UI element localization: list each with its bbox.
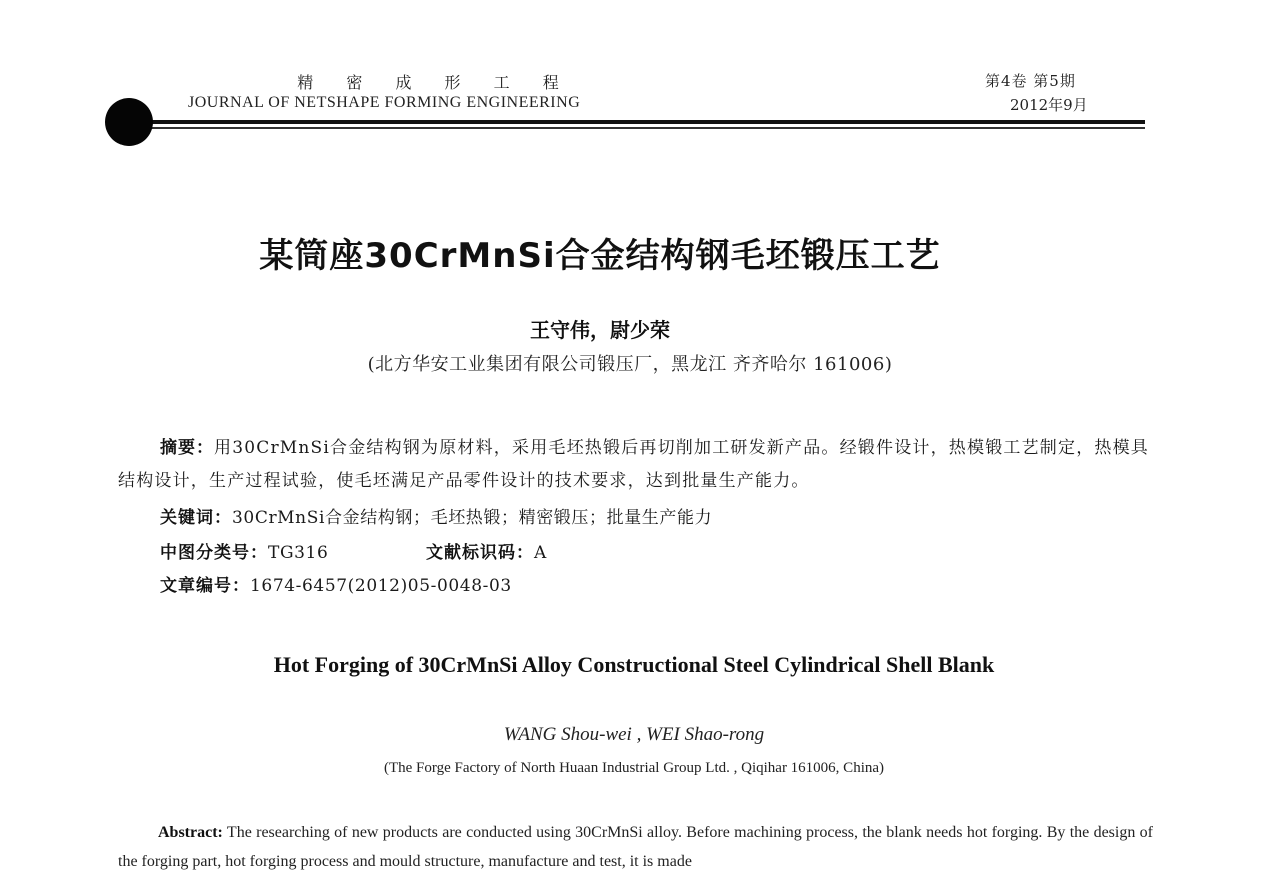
journal-name-en: JOURNAL OF NETSHAPE FORMING ENGINEERING (188, 94, 581, 111)
classification-label: 中图分类号： (160, 543, 268, 563)
abstract-en-label: Abstract: (158, 824, 223, 841)
abstract-en (118, 818, 1153, 876)
document-code-value: A (534, 543, 547, 563)
keywords-label: 关键词： (160, 508, 232, 528)
article-title-cn: 某筒座30CrMnSi合金结构钢毛坯锻压工艺 (259, 236, 941, 276)
article-title-en: Hot Forging of 30CrMnSi Alloy Constructional Steel Cylindrical Shell Blank (273, 652, 995, 677)
authors-cn: 王守伟，尉少荣 (530, 318, 670, 342)
abstract-cn-label: 摘要： (160, 438, 214, 458)
volume-issue: 第4卷 第5期 (985, 72, 1076, 90)
header-rule-thick (130, 120, 1145, 124)
keywords-text: 30CrMnSi合金结构钢；毛坯热锻；精密锻压；批量生产能力 (232, 508, 713, 528)
affiliation-cn: (北方华安工业集团有限公司锻压厂，黑龙江 齐齐哈尔 161006) (367, 354, 893, 375)
abstract-en-text: The researching of new products are conducted using 30CrMnSi alloy. Before machining process, the blank needs hot forging. By the design of the forging part, hot forging process and mould structure, manufacture and test, it is made (118, 824, 1154, 870)
article-number-label: 文章编号： (160, 576, 250, 596)
abstract-cn (118, 432, 1153, 498)
classification-value: TG316 (268, 543, 329, 563)
document-code-label: 文献标识码： (426, 543, 534, 563)
article-number-value: 1674-6457(2012)05-0048-03 (250, 576, 512, 596)
affiliation-en: (The Forge Factory of North Huaan Industrial Group Ltd. , Qiqihar 161006, China) (383, 760, 885, 776)
classification-line (160, 538, 547, 563)
keywords-line (160, 503, 712, 528)
journal-logo-dot (105, 98, 153, 146)
document-code (426, 538, 547, 563)
journal-name-cn: 精 密 成 形 工 程 (297, 73, 573, 92)
authors-en: WANG Shou-wei , WEI Shao-rong (503, 724, 765, 745)
journal-header (0, 0, 1200, 150)
article-number-line (160, 571, 512, 596)
issue-date: 2012年9月 (1010, 96, 1088, 114)
header-rule-thin (130, 127, 1145, 129)
abstract-cn-text: 用30CrMnSi合金结构钢为原材料，采用毛坯热锻后再切削加工研发新产品。经锻件设计，热模锻工艺制定，热模具结构设计，生产过程试验，使毛坯满足产品零件设计的技术要求，达到批量生产能力。 (118, 438, 1150, 491)
